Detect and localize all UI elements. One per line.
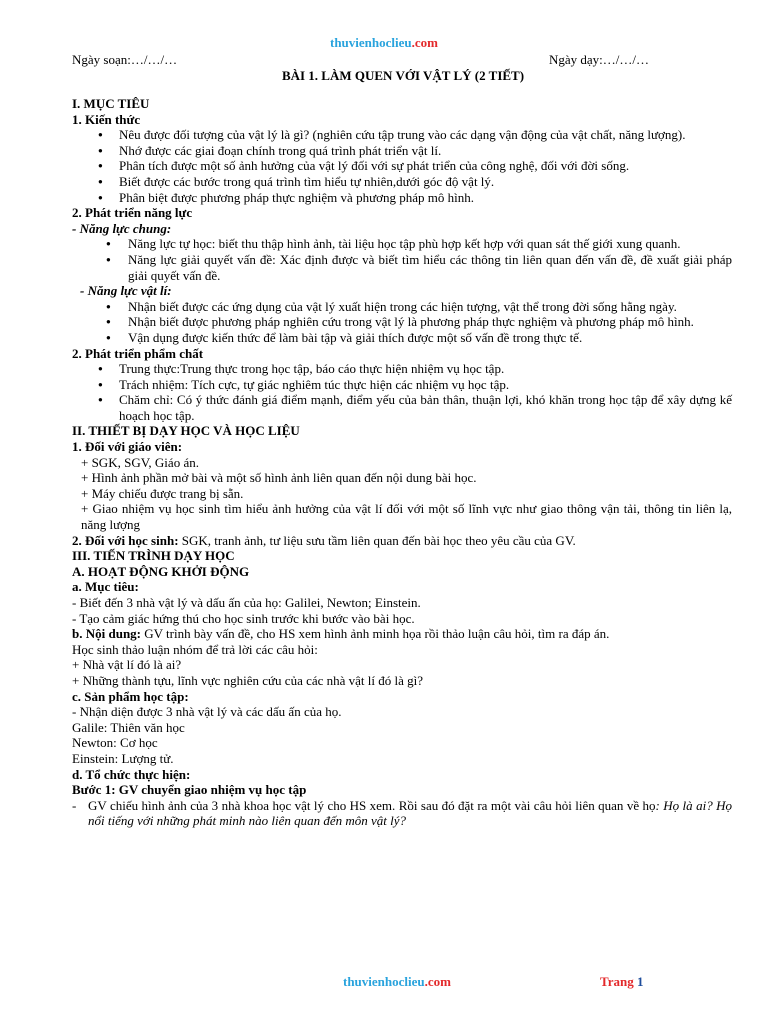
list-item: ● Chăm chỉ: Có ý thức đánh giá điểm mạnh, điểm yếu của bản thân, thuận lợi, khó khăn trong học tập để xây dựng kế hoạch học tập.: [72, 392, 732, 423]
lesson-title: BÀI 1. LÀM QUEN VỚI VẬT LÝ (2 TIẾT): [281, 68, 525, 83]
list-item: ● Nêu được đối tượng của vật lý là gì? (nghiên cứu tập trung vào các dạng vận động của vật chất, năng lượng).: [72, 127, 732, 143]
product-line: - Nhận diện được 3 nhà vật lý và các dấu ấn của họ.: [72, 704, 342, 720]
organization-heading: d. Tổ chức thực hiện:: [72, 766, 191, 782]
step1-italic: : Họ là ai? Họ nổi tiếng với những phát minh nào liên quan đến môn vật lý?: [88, 797, 732, 829]
product-line: Einstein: Lượng tử.: [72, 750, 174, 766]
knowledge-list: [72, 127, 732, 205]
step1-paragraph: [72, 798, 732, 829]
qualities-list: [72, 361, 732, 423]
teacher-item: + Máy chiếu được trang bị sẵn.: [81, 485, 244, 501]
section-heading-process: III. TIẾN TRÌNH DẠY HỌC: [72, 548, 235, 564]
section-heading-equipment: II. THIẾT BỊ DẠY HỌC VÀ HỌC LIỆU: [72, 423, 300, 439]
physics-competence-list: [72, 299, 732, 346]
page-label: Trang: [600, 974, 637, 989]
activity-heading: A. HOẠT ĐỘNG KHỞI ĐỘNG: [72, 563, 250, 579]
content-detail: + Những thành tựu, lĩnh vực nghiên cứu của các nhà vật lí đó là gì?: [72, 672, 424, 688]
list-item: ● Năng lực giải quyết vấn đề: Xác định được và biết tìm hiểu các thông tin liên quan đến vấn đề, đề xuất giải pháp giải quyết vấn đề.: [72, 252, 732, 283]
header-brand-main: thuvienhoclieu: [330, 35, 412, 50]
footer-brand-ext: .com: [424, 974, 451, 989]
list-item: ● Trung thực:Trung thực trong học tập, báo cáo thực hiện nhiệm vụ học tập.: [72, 361, 732, 377]
list-item: ● Phân tích được một số ảnh hưởng của vật lý đối với sự phát triển của công nghệ, đối với đời sống.: [72, 158, 732, 174]
date-teach: Ngày dạy:…/…/…: [549, 52, 650, 67]
teacher-item: + SGK, SGV, Giáo án.: [81, 454, 199, 470]
content-detail: Học sinh thảo luận nhóm để trả lời các câu hỏi:: [72, 641, 318, 657]
step1-dash: -: [72, 797, 77, 813]
list-item: ● Nhớ được các giai đoạn chính trong quá trình phát triển vật lí.: [72, 143, 732, 159]
general-competence-label: - Năng lực chung:: [72, 220, 172, 236]
content-line: [72, 626, 732, 642]
header-brand-ext: .com: [411, 35, 438, 50]
list-item: ● Nhận biết được các ứng dụng của vật lý xuất hiện trong các hiện tượng, vật thể trong đời sống hằng ngày.: [72, 299, 732, 315]
teacher-item: + Hình ảnh phần mở bài và một số hình ảnh liên quan đến nội dung bài học.: [81, 470, 477, 486]
document-body: [72, 96, 732, 829]
content-detail: + Nhà vật lí đó là ai?: [72, 657, 182, 673]
page-indicator: [600, 974, 643, 990]
date-prepare: Ngày soạn:…/…/…: [72, 52, 178, 67]
step1-text: GV chiếu hình ảnh của 3 nhà khoa học vật lý cho HS xem. Rồi sau đó đặt ra một vài câu hỏi liên quan về họ: [88, 797, 656, 813]
content-label: b. Nội dung:: [72, 626, 141, 642]
list-item: ● Phân biệt được phương pháp thực nghiệm và phương pháp mô hình.: [72, 190, 732, 206]
list-item: ● Trách nhiệm: Tích cực, tự giác nghiêm túc thực hiện các nhiệm vụ học tập.: [72, 377, 732, 393]
goal-item: - Tạo cảm giác hứng thú cho học sinh trước khi bước vào bài học.: [72, 610, 415, 626]
footer-brand: [343, 974, 451, 990]
product-line: Galile: Thiên văn học: [72, 719, 185, 735]
subheading-teacher: 1. Đối với giáo viên:: [72, 439, 183, 455]
student-text: SGK, tranh ảnh, tư liệu sưu tầm liên quan đến bài học theo yêu cầu của GV.: [178, 532, 576, 548]
physics-competence-label: - Năng lực vật lí:: [80, 283, 172, 299]
step1-heading: Bước 1: GV chuyển giao nhiệm vụ học tập: [72, 782, 307, 798]
goal-item: - Biết đến 3 nhà vật lý và dấu ấn của họ: Galilei, Newton; Einstein.: [72, 595, 421, 610]
subheading-competence: 2. Phát triển năng lực: [72, 205, 193, 221]
subheading-knowledge: 1. Kiến thức: [72, 111, 141, 127]
section-heading-objectives: I. MỤC TIÊU: [72, 96, 150, 111]
content-text: GV trình bày vấn đề, cho HS xem hình ảnh minh họa rồi thảo luận câu hỏi, tìm ra đáp án.: [141, 626, 610, 642]
goal-heading: a. Mục tiêu:: [72, 579, 139, 595]
subheading-qualities: 2. Phát triển phẩm chất: [72, 345, 204, 361]
page-number: 1: [636, 974, 644, 989]
general-competence-list: [72, 236, 732, 283]
list-item: ● Biết được các bước trong quá trình tìm hiểu tự nhiên,dưới góc độ vật lý.: [72, 174, 732, 190]
footer-brand-main: thuvienhoclieu: [343, 974, 425, 989]
list-item: ● Vận dụng được kiến thức để làm bài tập và giải thích được một số vấn đề trong thực tế.: [72, 330, 732, 346]
product-line: Newton: Cơ học: [72, 735, 158, 751]
teacher-item: + Giao nhiệm vụ học sinh tìm hiểu ảnh hưởng của vật lí đối với một số lĩnh vực như giao thông vận tải, thông tin liên lạ, năng lượng: [81, 501, 732, 533]
header-brand: [0, 35, 768, 51]
list-item: ● Năng lực tự học: biết thu thập hình ảnh, tài liệu học tập phù hợp kết hợp với quan sát thế giới xung quanh.: [72, 236, 732, 252]
product-heading: c. Sản phẩm học tập:: [72, 688, 189, 704]
student-label: 2. Đối với học sinh:: [72, 532, 179, 548]
list-item: ● Nhận biết được phương pháp nghiên cứu trong vật lý là phương pháp thực nghiệm và phương pháp mô hình.: [72, 314, 732, 330]
student-line: [72, 533, 732, 549]
